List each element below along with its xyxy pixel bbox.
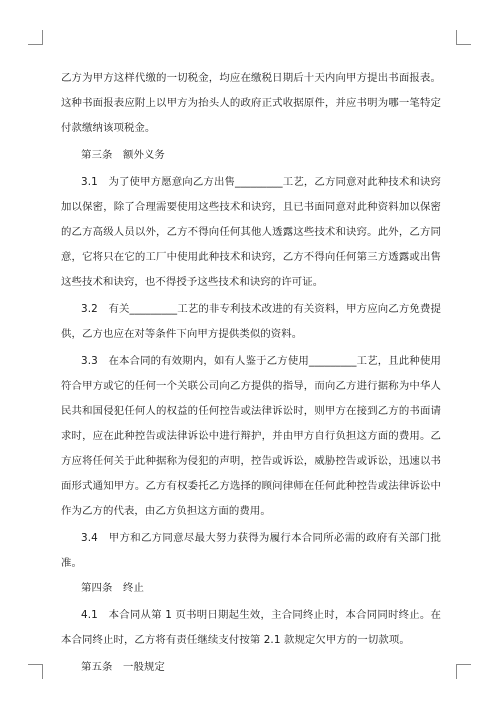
- paragraph-tax-report: 乙方为甲方这样代缴的一切税金，均应在缴税日期后十天内向甲方提出书面报表。这种书面报表应附上以甲方为抬头人的政府正式收据原件，并应书明为哪一笔特定付款缴纳该项税金。: [61, 72, 441, 134]
- crop-mark-top-right: [456, 30, 471, 45]
- section-heading-article-5: 第五条 一般规定: [81, 661, 165, 673]
- crop-mark-top-left: [28, 30, 43, 45]
- paragraph-4-1: 4.1 本合同从第 1 页书明日期起生效，主合同终止时，本合同同时终止。在本合同终止时，乙方将有责任继续支付按第 2.1 款规定欠甲方的一切款项。: [61, 609, 441, 646]
- paragraph-3-2: 3.2 有关_________工艺的非专利技术改进的有关资料，甲方应向乙方免费提供，乙方也应在对等条件下向甲方提供类似的资料。: [61, 303, 441, 340]
- section-heading-article-3: 第三条 额外义务: [81, 149, 165, 161]
- crop-mark-bottom-left: [28, 664, 43, 679]
- paragraph-3-4: 3.4 甲方和乙方同意尽最大努力获得为履行本合同所必需的政府有关部门批准。: [61, 532, 441, 569]
- paragraph-3-1: 3.1 为了使甲方愿意向乙方出售_________工艺，乙方同意对此种技术和诀窍加以保密，除了合理需要使用这些技术和诀窍，且已书面同意对此种资料加以保密的乙方高级人员以外，乙方不得向任何其他人透露这些技术和诀窍。此外，乙方同意，它将只在它的工厂中使用此种技术和诀窍，乙方不得向任何第三方透露或出售这些技术和诀窍，也不得授予这些技术和诀窍的许可证。: [61, 176, 441, 288]
- crop-mark-bottom-right: [456, 664, 471, 679]
- document-body: [61, 66, 441, 680]
- section-heading-article-4: 第四条 终止: [81, 582, 144, 594]
- paragraph-3-3: 3.3 在本合同的有效期内，如有人鉴于乙方使用_________工艺，且此种使用符合甲方或它的任何一个关联公司向乙方提供的指导，而向乙方进行据称为中华人民共和国侵犯任何人的权益的任何控告或法律诉讼时，则甲方在接到乙方的书面请求时，应在此种控告或法律诉讼中进行辩护，并由甲方自行负担这方面的费用。乙方应将任何关于此种据称为侵犯的声明，控告或诉讼，威胁控告或诉讼，迅速以书面形式通知甲方。乙方有权委托乙方选择的顾问律师在任何此种控告或法律诉讼中作为乙方的代表，由乙方负担这方面的费用。: [61, 355, 441, 517]
